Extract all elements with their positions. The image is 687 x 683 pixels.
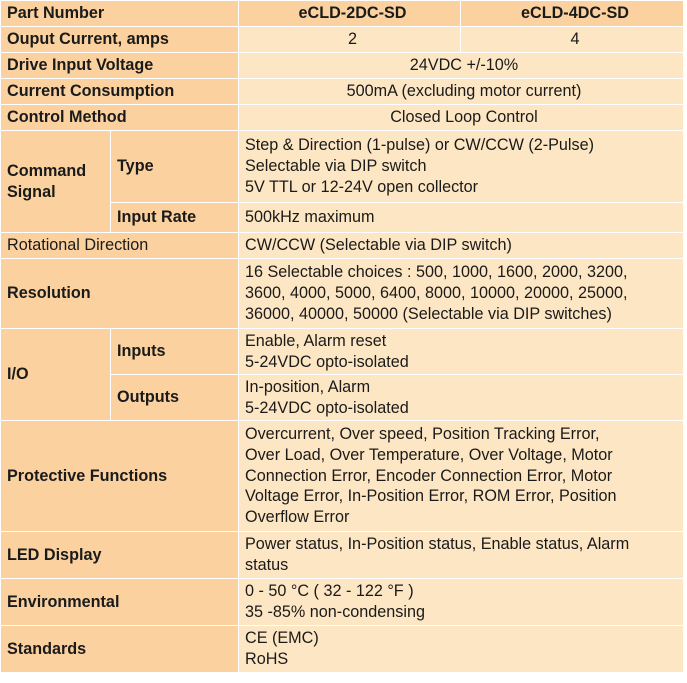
output-current-label: Ouput Current, amps: [1, 27, 239, 53]
row-control-method: [1, 105, 684, 131]
io-label: I/O: [1, 329, 111, 421]
input-rate-value: 500kHz maximum: [239, 203, 684, 233]
rotational-direction-value: CW/CCW (Selectable via DIP switch): [239, 233, 684, 259]
input-rate-label: Input Rate: [111, 203, 239, 233]
io-outputs-label: Outputs: [111, 375, 239, 421]
row-standards: [1, 626, 684, 673]
standards-label: Standards: [1, 626, 239, 673]
led-display-value: Power status, In-Position status, Enable status, Alarm status: [239, 532, 684, 579]
row-part-number: [1, 1, 684, 27]
row-io-inputs: [1, 329, 684, 375]
row-drive-input-voltage: [1, 53, 684, 79]
io-outputs-value: In-position, Alarm 5-24VDC opto-isolated: [239, 375, 684, 421]
model-a-header: eCLD-2DC-SD: [239, 1, 461, 27]
command-signal-label: Command Signal: [1, 131, 111, 233]
standards-value: CE (EMC) RoHS: [239, 626, 684, 673]
drive-input-voltage-label: Drive Input Voltage: [1, 53, 239, 79]
drive-input-voltage-value: 24VDC +/-10%: [239, 53, 684, 79]
output-current-b: 4: [461, 27, 684, 53]
command-signal-type-label: Type: [111, 131, 239, 203]
model-b-header: eCLD-4DC-SD: [461, 1, 684, 27]
io-inputs-value: Enable, Alarm reset 5-24VDC opto-isolated: [239, 329, 684, 375]
resolution-value: 16 Selectable choices : 500, 1000, 1600, 2000, 3200, 3600, 4000, 5000, 6400, 8000, 10000, 20000, 25000, 36000, 40000, 50000 (Selectable via DIP switches): [239, 259, 684, 329]
resolution-label: Resolution: [1, 259, 239, 329]
io-inputs-label: Inputs: [111, 329, 239, 375]
command-signal-type-value: Step & Direction (1-pulse) or CW/CCW (2-Pulse) Selectable via DIP switch 5V TTL or 12-24V open collector: [239, 131, 684, 203]
protective-functions-label: Protective Functions: [1, 421, 239, 532]
row-rotational-direction: [1, 233, 684, 259]
part-number-label: Part Number: [1, 1, 239, 27]
current-consumption-label: Current Consumption: [1, 79, 239, 105]
row-command-signal-type: [1, 131, 684, 203]
row-led-display: [1, 532, 684, 579]
rotational-direction-label: Rotational Direction: [1, 233, 239, 259]
output-current-a: 2: [239, 27, 461, 53]
row-output-current: [1, 27, 684, 53]
led-display-label: LED Display: [1, 532, 239, 579]
row-protective-functions: [1, 421, 684, 532]
row-resolution: [1, 259, 684, 329]
control-method-value: Closed Loop Control: [239, 105, 684, 131]
row-environmental: [1, 579, 684, 626]
current-consumption-value: 500mA (excluding motor current): [239, 79, 684, 105]
protective-functions-value: Overcurrent, Over speed, Position Tracking Error, Over Load, Over Temperature, Over Voltage, Motor Connection Error, Encoder Connection Error, Motor Voltage Error, In-Position Error, ROM Error, Position Overflow Error: [239, 421, 684, 532]
control-method-label: Control Method: [1, 105, 239, 131]
row-current-consumption: [1, 79, 684, 105]
environmental-label: Environmental: [1, 579, 239, 626]
environmental-value: 0 - 50 °C ( 32 - 122 °F ) 35 -85% non-condensing: [239, 579, 684, 626]
